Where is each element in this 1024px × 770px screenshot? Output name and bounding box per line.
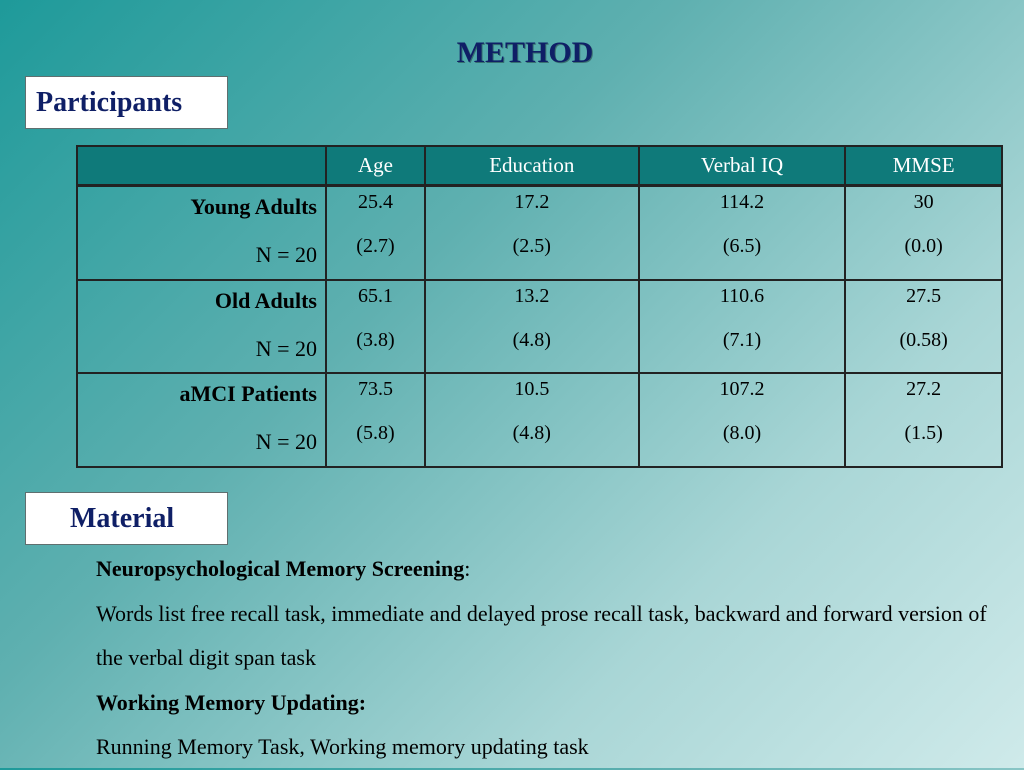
mean-value: 17.2	[514, 191, 550, 213]
sd-value: (0.58)	[899, 328, 948, 351]
mean-value: 27.2	[906, 378, 942, 401]
mean-value: 25.4	[357, 191, 393, 213]
sd-value: (6.5)	[722, 235, 762, 257]
table-row-old-adults	[77, 280, 1002, 374]
age-cell	[326, 186, 425, 280]
group-name: Old Adults	[214, 287, 317, 313]
material-heading-1	[96, 547, 1006, 592]
heading-colon: :	[464, 556, 471, 581]
page-title: METHOD	[456, 36, 594, 69]
participants-table	[76, 145, 1003, 468]
sd-value: (2.5)	[512, 235, 551, 257]
group-cell	[77, 280, 326, 374]
sd-value: (7.1)	[722, 328, 762, 351]
mean-value: 107.2	[719, 378, 765, 401]
mean-value: 114.2	[719, 191, 765, 213]
material-body	[96, 547, 1006, 770]
group-n: N = 20	[255, 335, 317, 361]
table-row-amci-patients	[77, 373, 1002, 467]
participants-heading: Participants	[25, 76, 228, 129]
sd-value: (4.8)	[512, 422, 551, 445]
material-heading-2: Working Memory Updating:	[96, 689, 367, 715]
mean-value: 30	[913, 191, 934, 213]
neuropsych-screening-label: Neuropsychological Memory Screening	[96, 556, 465, 581]
material-text-2: Running Memory Task, Working memory updating task	[96, 734, 589, 759]
education-cell	[425, 280, 639, 374]
sd-value: (0.0)	[904, 235, 943, 257]
table-header-row	[77, 146, 1002, 186]
group-name: aMCI Patients	[179, 381, 317, 407]
mmse-cell	[845, 373, 1002, 467]
group-n: N = 20	[255, 242, 317, 267]
mmse-cell	[845, 186, 1002, 280]
group-cell	[77, 186, 326, 280]
education-cell	[425, 373, 639, 467]
header-cell-age: Age	[326, 146, 425, 186]
sd-value: (8.0)	[722, 422, 762, 445]
header-cell-mmse: MMSE	[845, 146, 1002, 186]
mean-value: 110.6	[719, 284, 765, 307]
verbal-iq-cell	[639, 280, 846, 374]
verbal-iq-cell	[639, 373, 846, 467]
mean-value: 27.5	[906, 284, 942, 307]
mean-value: 65.1	[357, 284, 393, 307]
verbal-iq-cell	[639, 186, 846, 280]
mean-value: 13.2	[514, 284, 550, 307]
sd-value: (3.8)	[356, 328, 395, 351]
mean-value: 10.5	[514, 378, 550, 401]
table-row-young-adults	[77, 186, 1002, 280]
group-name: Young Adults	[190, 194, 317, 219]
age-cell	[326, 280, 425, 374]
sd-value: (2.7)	[356, 235, 395, 257]
material-text-1: Words list free recall task, immediate and delayed prose recall task, backward and forward version of the verbal digit span task	[96, 600, 987, 670]
header-cell-group	[77, 146, 326, 186]
sd-value: (4.8)	[512, 328, 551, 351]
age-cell	[326, 373, 425, 467]
header-cell-education: Education	[425, 146, 639, 186]
material-heading: Material	[25, 492, 228, 545]
education-cell	[425, 186, 639, 280]
mean-value: 73.5	[357, 378, 393, 401]
sd-value: (5.8)	[356, 422, 395, 445]
group-n: N = 20	[255, 429, 317, 455]
mmse-cell	[845, 280, 1002, 374]
header-cell-verbal-iq: Verbal IQ	[639, 146, 846, 186]
group-cell	[77, 373, 326, 467]
sd-value: (1.5)	[904, 422, 943, 445]
